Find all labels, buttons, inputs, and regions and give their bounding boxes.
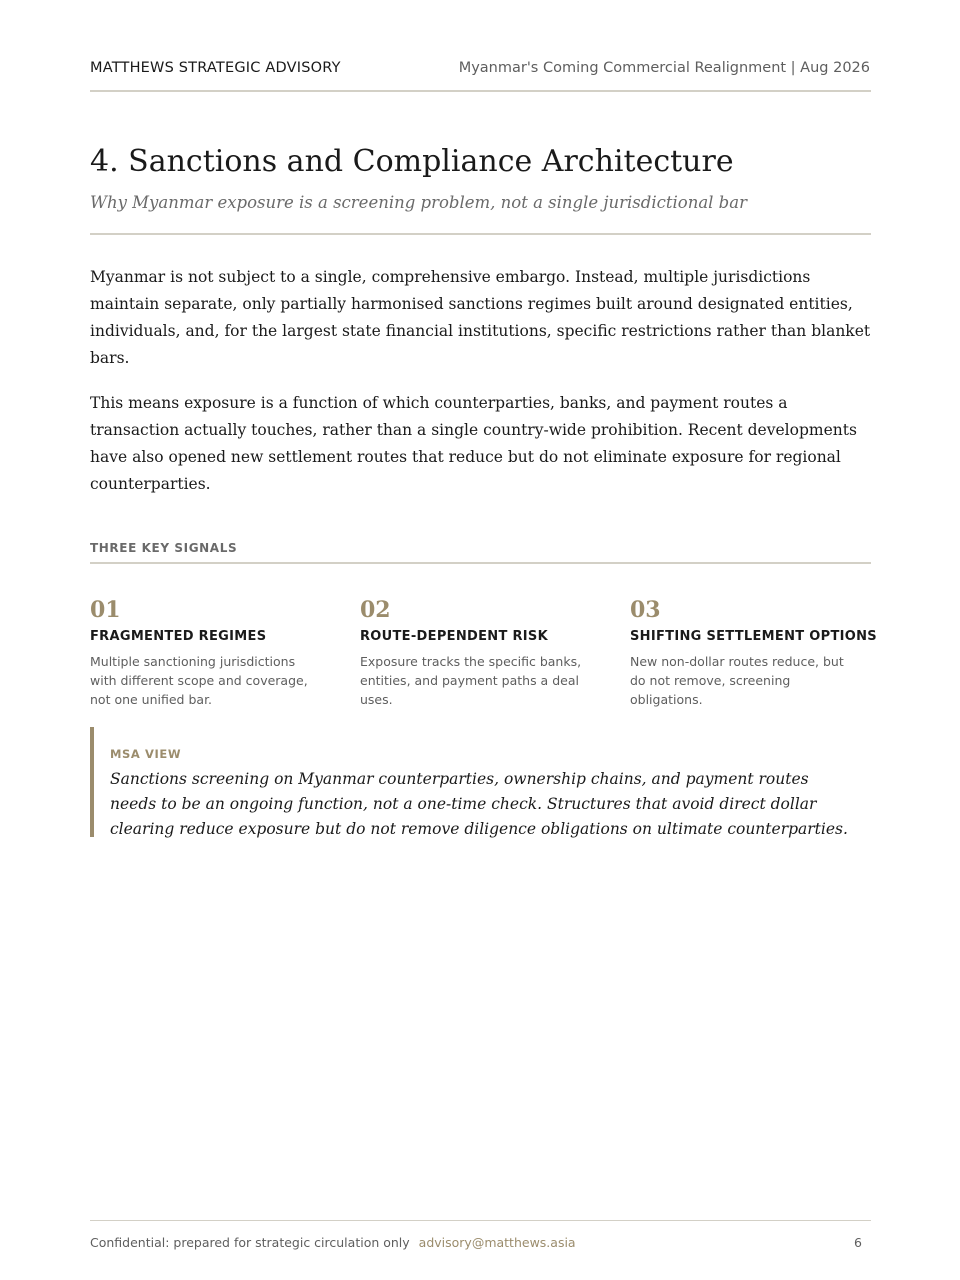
signal-description: Exposure tracks the specific banks, entities, and payment paths a deal uses. xyxy=(360,654,582,707)
page-footer xyxy=(90,1235,576,1250)
page-number: 6 xyxy=(854,1235,862,1250)
signal-card-3 xyxy=(630,596,877,709)
page-header xyxy=(90,60,871,92)
signals-divider xyxy=(90,562,871,564)
signal-card-2 xyxy=(360,596,600,709)
callout-accent-bar xyxy=(90,727,94,837)
brand-name: MATTHEWS STRATEGIC ADVISORY xyxy=(90,60,341,76)
signal-number: 03 xyxy=(630,597,661,623)
signal-description: Multiple sanctioning jurisdictions with different scope and coverage, not one unified bar. xyxy=(90,654,308,707)
document-reference: Myanmar's Coming Commercial Realignment | Aug 2026 xyxy=(458,60,870,76)
signal-card-1 xyxy=(90,596,330,709)
signal-title: ROUTE-DEPENDENT RISK xyxy=(360,629,548,644)
signal-title: FRAGMENTED REGIMES xyxy=(90,629,267,644)
callout-text: Sanctions screening on Myanmar counterparties, ownership chains, and payment routes needs to be an ongoing function, not a one-time check. Structures that avoid direct dollar clearing reduce exposure but do not remove diligence obligations on ultimate counterparties. xyxy=(110,770,848,838)
confidential-notice: Confidential: prepared for strategic circulation only xyxy=(90,1235,410,1250)
contact-email-link[interactable]: advisory@matthews.asia xyxy=(418,1235,576,1250)
footer-divider xyxy=(90,1220,871,1221)
body-paragraph-1: Myanmar is not subject to a single, comprehensive embargo. Instead, multiple jurisdictions maintain separate, only partially harmonised sanctions regimes built around designated entities, individuals, and, for the largest state financial institutions, specific restrictions rather than blanket bars. xyxy=(90,268,871,367)
signal-number: 01 xyxy=(90,597,121,623)
signals-label: THREE KEY SIGNALS xyxy=(90,541,238,555)
title-divider xyxy=(90,233,871,235)
section-subtitle: Why Myanmar exposure is a screening problem, not a single jurisdictional bar xyxy=(90,193,747,212)
section-title: 4. Sanctions and Compliance Architecture xyxy=(90,144,734,179)
msa-view-callout xyxy=(90,727,871,837)
signal-description: New non-dollar routes reduce, but do not remove, screening obligations. xyxy=(630,654,844,707)
report-page xyxy=(90,0,877,1280)
signal-title: SHIFTING SETTLEMENT OPTIONS xyxy=(630,629,877,644)
callout-label: MSA VIEW xyxy=(110,747,182,761)
body-paragraph-2: This means exposure is a function of which counterparties, banks, and payment routes a transaction actually touches, rather than a single country-wide prohibition. Recent developments have also opened new settlement routes that reduce but do not eliminate exposure for regional counterparties. xyxy=(90,394,857,493)
signal-number: 02 xyxy=(360,597,391,623)
